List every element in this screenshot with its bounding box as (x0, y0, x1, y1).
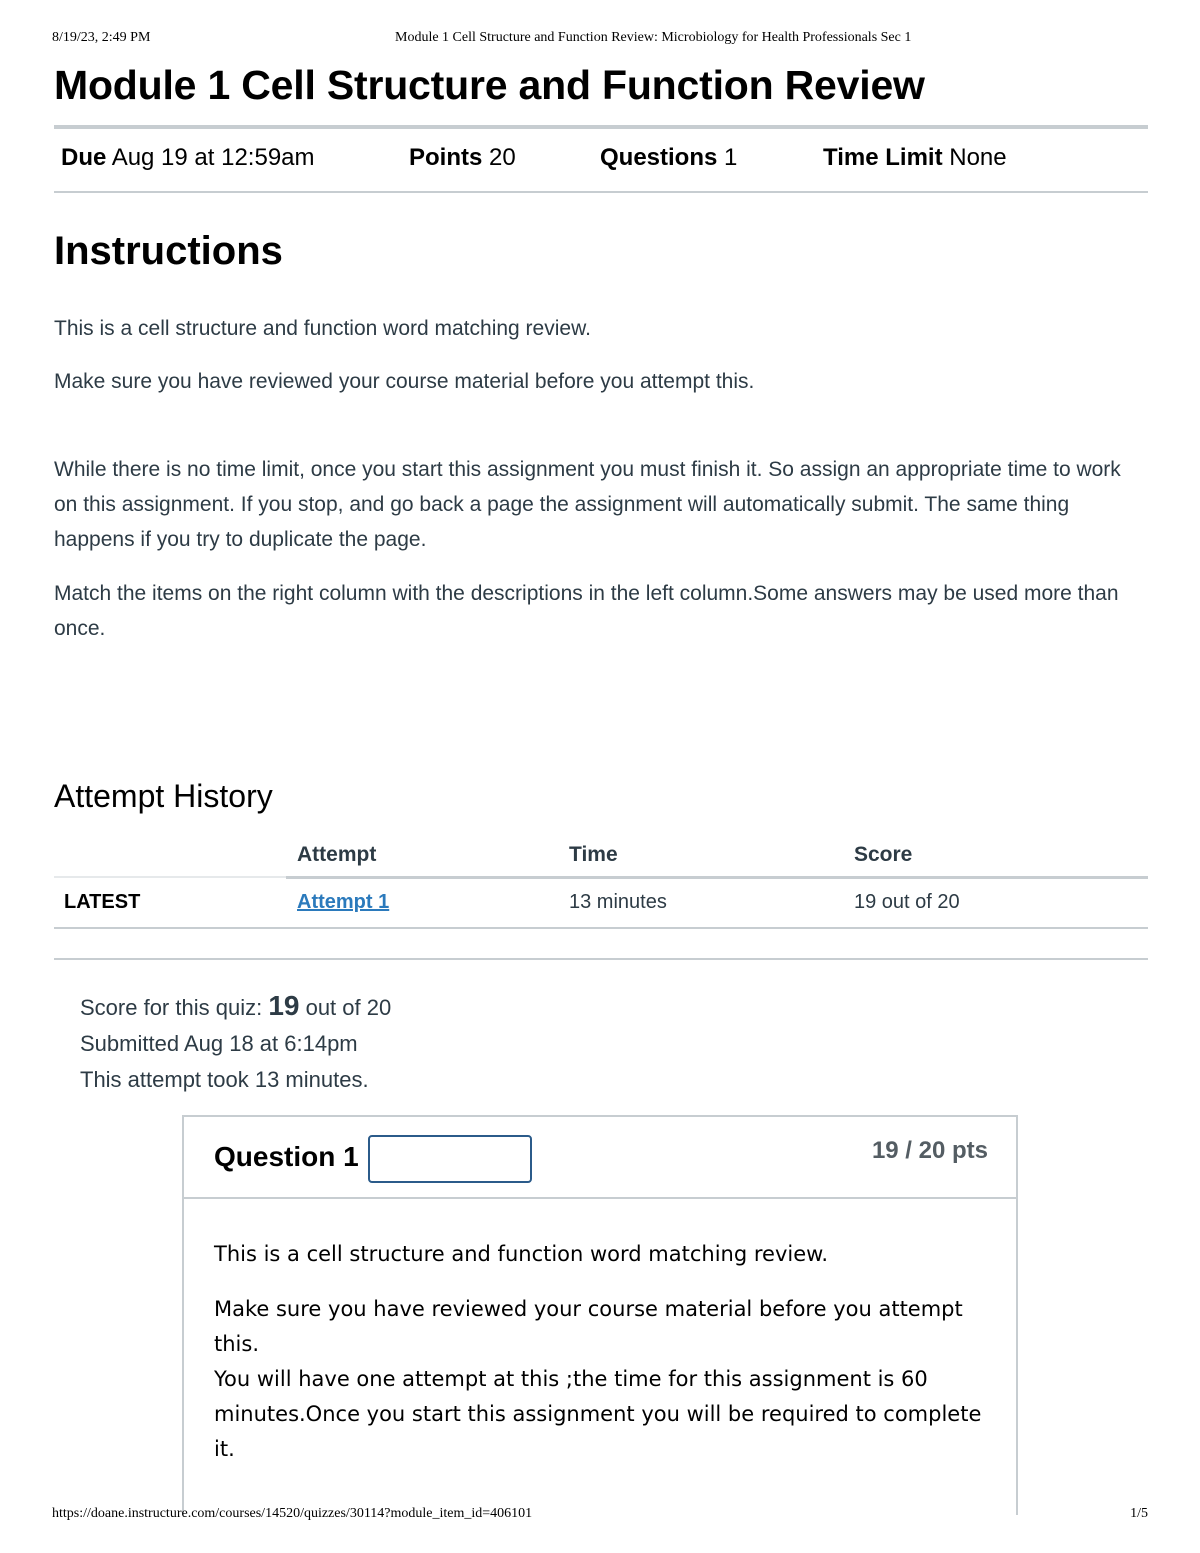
submitted-line: Submitted Aug 18 at 6:14pm (80, 1031, 358, 1056)
column-header-time: Time (569, 843, 618, 866)
instruction-paragraph: While there is no time limit, once you start this assignment you must finish it. So assign an appropriate time to work on this assignment. If you stop, and go back a page the assignment will automatically submit. The same thing happens if you try to duplicate the page. (54, 458, 1121, 551)
points-detail (409, 144, 516, 172)
header-rule (286, 876, 1148, 879)
score-summary (80, 988, 391, 1098)
question-focus-box[interactable] (368, 1135, 532, 1183)
question-line: You will have one attempt at this ;the time for this assignment is 60 minutes.Once you start this assignment you will be required to complete it. (214, 1367, 982, 1461)
question-line: This is a cell structure and function word matching review. (214, 1242, 829, 1266)
instructions-heading: Instructions (54, 229, 283, 273)
due-value: Aug 19 at 12:59am (111, 144, 315, 171)
print-footer (52, 1506, 1148, 1526)
question-points: 19 / 20 pts (871, 1137, 988, 1164)
duration-line: This attempt took 13 minutes. (80, 1067, 369, 1092)
row-divider (54, 927, 1148, 929)
attempt-cell (297, 891, 389, 914)
points-label: Points (409, 144, 483, 171)
instruction-paragraph: Make sure you have reviewed your course material before you attempt this. (54, 370, 755, 393)
score-value: 19 (268, 990, 300, 1021)
points-value: 20 (489, 144, 516, 171)
column-header-score: Score (854, 843, 913, 866)
questions-label: Questions (600, 144, 718, 171)
question-text (214, 1237, 994, 1467)
question-card (182, 1115, 1018, 1515)
questions-value: 1 (724, 144, 738, 171)
due-detail (61, 144, 315, 172)
question-line: Make sure you have reviewed your course material before you attempt this. (214, 1297, 963, 1356)
print-page-title: Module 1 Cell Structure and Function Review: Microbiology for Health Professionals Sec 1 (395, 30, 912, 45)
question-header (184, 1117, 1016, 1199)
score-cell: 19 out of 20 (854, 891, 960, 913)
attempt-history-heading: Attempt History (54, 778, 273, 814)
print-header (52, 30, 1148, 50)
print-url: https://doane.instructure.com/courses/14520/quizzes/30114?module_item_id=406101 (52, 1506, 533, 1521)
time-limit-value: None (949, 144, 1007, 171)
due-label: Due (61, 144, 107, 171)
time-limit-detail (823, 144, 1007, 172)
section-divider (54, 958, 1148, 960)
score-suffix: out of 20 (299, 995, 392, 1020)
details-divider (54, 191, 1148, 193)
quiz-title: Module 1 Cell Structure and Function Review (54, 62, 925, 108)
instruction-paragraph: This is a cell structure and function word matching review. (54, 317, 591, 340)
attempt-1-link[interactable]: Attempt 1 (297, 891, 390, 913)
column-header-attempt: Attempt (297, 843, 377, 866)
time-limit-label: Time Limit (823, 144, 943, 171)
header-rule-left (54, 876, 286, 878)
quiz-score-line (80, 988, 391, 1026)
question-name: Question 1 (214, 1141, 359, 1172)
print-timestamp: 8/19/23, 2:49 PM (52, 30, 151, 45)
instruction-paragraph: Match the items on the right column with the descriptions in the left column.Some answers may be used more than once. (54, 582, 1119, 640)
time-cell: 13 minutes (569, 891, 667, 913)
questions-detail (600, 144, 737, 172)
print-page-number: 1/5 (1130, 1506, 1148, 1521)
score-prefix: Score for this quiz: (80, 995, 269, 1020)
title-divider (54, 125, 1148, 129)
latest-label: LATEST (64, 891, 141, 913)
